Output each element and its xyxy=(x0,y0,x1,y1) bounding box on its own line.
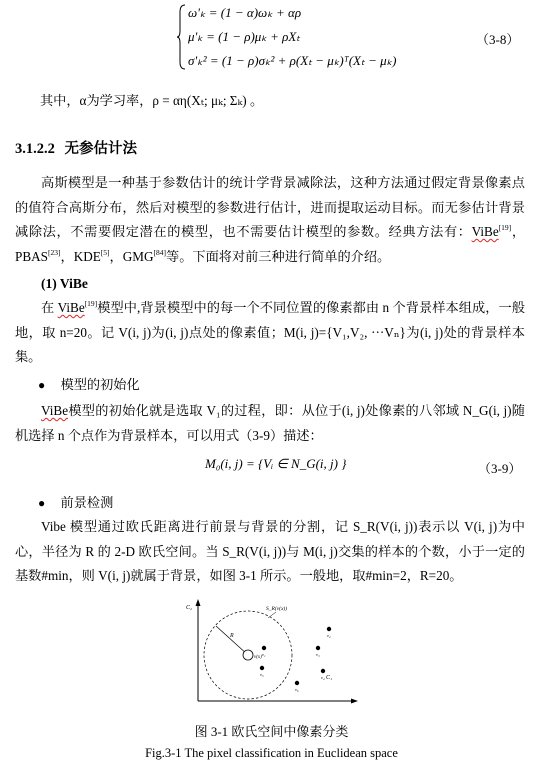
sample-point xyxy=(327,627,331,631)
figure-caption-en: Fig.3-1 The pixel classification in Euclidean space xyxy=(145,746,398,760)
center-label: v(x) xyxy=(254,655,262,660)
vibe-heading: (1) ViBe xyxy=(41,276,88,291)
sample-point xyxy=(295,681,299,685)
radius-label: R xyxy=(230,633,234,639)
sample-point xyxy=(321,669,325,673)
circle-label: S_R(v(x)) xyxy=(266,606,288,612)
sample-point-label: v₃ xyxy=(316,652,320,657)
vibe-ref: [19] xyxy=(84,299,98,308)
sample-point-label: v₆ xyxy=(295,687,299,692)
equation-brace xyxy=(176,4,186,70)
equation-line-1: ω'ₖ = (1 − α)ωₖ + αρ xyxy=(188,5,302,20)
y-axis-arrow xyxy=(196,599,201,606)
method-separator: ， xyxy=(60,248,74,264)
method-ref: [84] xyxy=(153,247,167,257)
init-term: ViBe xyxy=(41,403,69,418)
vibe-lead: 在 xyxy=(41,300,58,315)
bullet-model-init xyxy=(38,375,140,395)
method-ref: [19] xyxy=(498,223,512,232)
bullet-fg-title: 前景检测 xyxy=(60,495,114,510)
sample-points xyxy=(260,627,331,692)
where-clause: 其中，α为学习率，ρ = αη(Xₜ; μₖ; Σₖ) 。 xyxy=(40,93,264,108)
equation-3-8 xyxy=(176,2,536,74)
foreground-paragraph xyxy=(15,515,525,589)
figure-3-1 xyxy=(176,596,362,708)
method-separator: ， xyxy=(511,224,526,239)
method-name: ViBe xyxy=(471,224,499,239)
method-name: PBAS xyxy=(15,248,48,264)
method-separator: ， xyxy=(109,248,123,264)
equation-line-3: σ'ₖ² = (1 − ρ)σₖ² + ρ(Xₜ − μₖ)ᵀ(Xₜ − μₖ) xyxy=(188,53,397,68)
method-name: GMG xyxy=(122,248,154,264)
vibe-term: ViBe xyxy=(57,300,85,315)
equation-number: （3-8） xyxy=(476,32,520,47)
center-pixel xyxy=(243,650,253,660)
sample-point xyxy=(260,666,264,670)
figure-caption-cn: 图 3-1 欧氏空间中像素分类 xyxy=(194,724,349,739)
sample-point-label: v₁ xyxy=(262,652,266,657)
section-title: 无参估计法 xyxy=(64,141,137,157)
method-ref: [23] xyxy=(48,247,61,257)
x-axis-label: C₁ xyxy=(326,675,333,681)
bullet-init-title: 模型的初始化 xyxy=(60,377,140,392)
radius-line xyxy=(216,626,248,655)
y-axis-label: C₂ xyxy=(186,605,193,611)
intro-text: 高斯模型是一种基于参数估计的统计学背景减除法，这种方法通过假定背景像素点的值符合高斯分布，然后对模型的参数进行估计，进而提取运动目标。而无参估计背景减除法，不需要假定潜在的模型，也不需要估计模型的参数。经典方法有： xyxy=(15,175,525,239)
init-paragraph xyxy=(15,399,525,448)
equation-3-9: M₀(i, j) = {Vᵢ ∈ N_G(i, j) } xyxy=(205,456,347,471)
intro-paragraph xyxy=(15,171,525,269)
method-name: KDE xyxy=(73,248,101,264)
sample-point xyxy=(316,646,320,650)
section-heading xyxy=(15,137,137,158)
sample-point-label: v₂ xyxy=(327,633,331,638)
sample-point-label: v₅ xyxy=(260,672,264,677)
section-number: 3.1.2.2 xyxy=(15,141,55,157)
equation-line-2: μ'ₖ = (1 − ρ)μₖ + ρXₜ xyxy=(188,29,301,44)
bullet-foreground xyxy=(38,493,113,513)
init-text: 模型的初始化就是选取 V₁的过程，即：从位于(i, j)处像素的八邻域 N_G(i, j)随机选择 n 个点作为背景样本，可以用式（3-9）描述： xyxy=(15,403,525,443)
circle-label-leader xyxy=(268,612,276,618)
x-axis-arrow xyxy=(351,699,358,704)
vibe-text: 模型中,背景模型中的每一个不同位置的像素都由 n 个背景样本组成，一般地，取 n=20。记 V(i, j)为(i, j)点处的像素值；M(i, j)={V₁,V₂, ···Vₙ}为(i, j)处的背景样本集。 xyxy=(15,300,526,364)
sample-point xyxy=(262,646,266,650)
bullet-dot-icon: ● xyxy=(38,378,46,392)
method-ref: [5] xyxy=(100,247,110,257)
equation-3-9-number: （3-9） xyxy=(478,461,522,476)
method-separator: 等。下面将对前三种进行简单的介绍。 xyxy=(166,248,391,264)
sample-point-label: v₄ xyxy=(321,675,325,680)
fg-text: Vibe 模型通过欧氏距离进行前景与背景的分割，记 S_R(V(i, j))表示以 V(i, j)为中心，半径为 R 的 2-D 欧氏空间。当 S_R(V(i, j))与 M(i, j)交集的样本的个数，小于一定的基数#min，则 V(i, j)就属于背景，如图 3-1 所示。一般地，取#min=2，R=20。 xyxy=(15,519,525,583)
bullet-dot-icon: ● xyxy=(38,496,46,510)
vibe-paragraph xyxy=(15,296,525,370)
